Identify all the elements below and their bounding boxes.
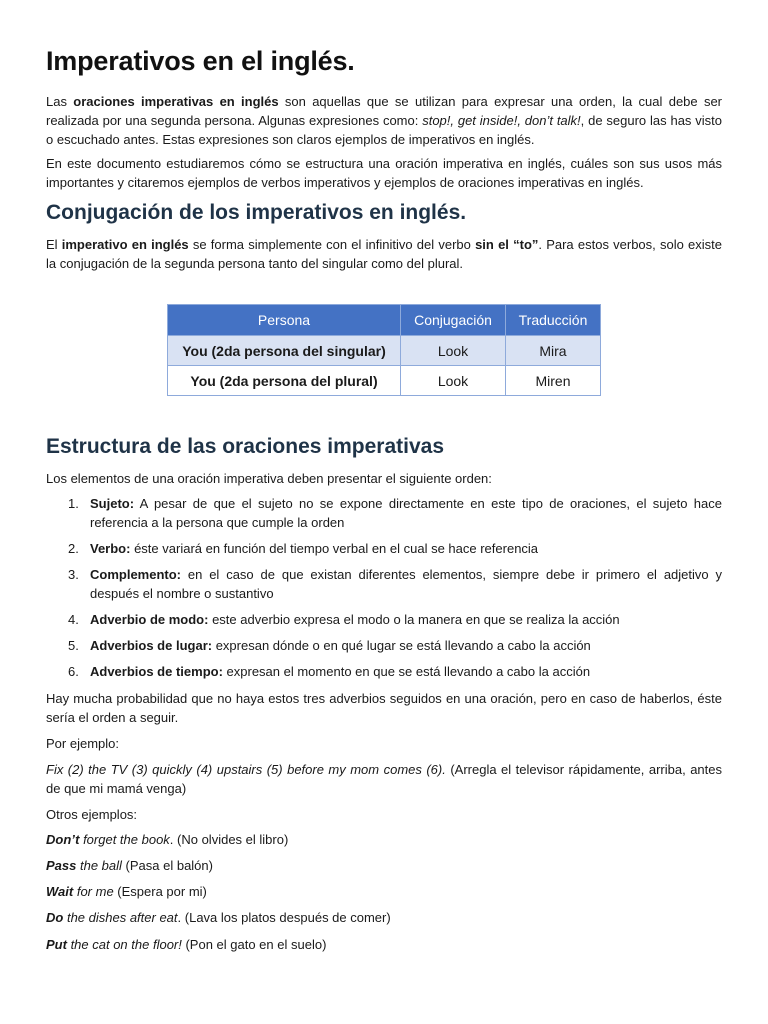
example-rest: the dishes after eat xyxy=(63,910,178,925)
list-item-label: Adverbios de lugar: xyxy=(90,638,213,653)
table-header-row xyxy=(168,305,601,336)
example-verb: Pass xyxy=(46,858,77,873)
table-header-cell: Persona xyxy=(168,305,401,336)
italic-run: stop!, get inside!, don’t talk! xyxy=(422,113,581,128)
list-item-label: Sujeto: xyxy=(90,496,135,511)
example-sentence xyxy=(46,760,722,798)
table-header-cell: Traducción xyxy=(506,305,601,336)
text-run: son aquellas que se utilizan para expresar una orden, la cual debe ser realizada por una segunda persona. Algunas expresiones como: xyxy=(46,94,723,128)
bold-run: oraciones imperativas en inglés xyxy=(73,94,279,109)
list-item xyxy=(46,565,722,603)
list-item xyxy=(46,636,722,655)
list-item xyxy=(46,494,722,532)
list-item-text: expresan el momento en que se está llevando a cabo la acción xyxy=(222,664,591,679)
other-example xyxy=(46,830,722,849)
other-example xyxy=(46,908,722,927)
list-number: 5. xyxy=(68,638,79,653)
example-verb: Wait xyxy=(46,884,74,899)
italic-run: Fix (2) the TV (3) quickly (4) upstairs (5) before my mom comes (6). xyxy=(46,762,446,777)
example-translation: (Espera por mi) xyxy=(113,884,207,899)
others-label: Otros ejemplos: xyxy=(46,807,138,822)
table-row xyxy=(168,336,601,366)
table-cell: Miren xyxy=(506,366,601,396)
intro-paragraph-2: En este documento estudiaremos cómo se estructura una oración imperativa en inglés, cuáles son sus usos más importantes y citaremos ejemplos de verbos imperativos y ejemplos de oraciones imperativas en inglés. xyxy=(46,156,722,190)
bold-run: sin el “to” xyxy=(475,237,539,252)
example-label: Por ejemplo: xyxy=(46,736,119,751)
list-number: 4. xyxy=(68,612,79,627)
after-list-paragraph: Hay mucha probabilidad que no haya estos tres adverbios seguidos en una oración, pero en caso de haberlos, éste sería el orden a seguir. xyxy=(46,691,722,725)
section-heading-conjugacion: Conjugación de los imperativos en inglés. xyxy=(46,201,467,224)
list-item xyxy=(46,662,722,681)
list-item-label: Adverbio de modo: xyxy=(90,612,209,627)
conjugacion-paragraph xyxy=(46,235,722,273)
table-header-cell: Conjugación xyxy=(401,305,506,336)
example-rest: forget the book xyxy=(79,832,170,847)
page-title: Imperativos en el inglés. xyxy=(46,46,355,76)
text-run: El xyxy=(46,237,62,252)
example-rest: the cat on the floor! xyxy=(66,937,182,952)
example-verb: Don’t xyxy=(46,832,80,847)
conjugation-table xyxy=(167,304,601,396)
other-example xyxy=(46,935,722,954)
structure-list xyxy=(46,494,722,681)
list-item-text: en el caso de que existan diferentes elementos, siempre debe ir primero el adjetivo y después el nombre o sustantivo xyxy=(90,567,722,601)
text-run: Las xyxy=(46,94,74,109)
text-run: , de seguro las has visto o escuchado antes. Estas expresiones son claros ejemplos de imperativos en inglés. xyxy=(46,113,722,147)
table-cell: Look xyxy=(401,336,506,366)
example-verb: Do xyxy=(46,910,64,925)
example-rest: for me xyxy=(73,884,114,899)
intro-paragraph-1 xyxy=(46,92,722,149)
example-translation: . (Lava los platos después de comer) xyxy=(177,910,391,925)
text-run: se forma simplemente con el infinitivo del verbo xyxy=(188,237,476,252)
list-number: 1. xyxy=(68,496,79,511)
example-translation: . (No olvides el libro) xyxy=(169,832,289,847)
example-translation: (Pasa el balón) xyxy=(121,858,213,873)
table-row xyxy=(168,366,601,396)
list-item-text: expresan dónde o en qué lugar se está llevando a cabo la acción xyxy=(212,638,591,653)
example-rest: the ball xyxy=(76,858,122,873)
list-number: 2. xyxy=(68,541,79,556)
list-item-text: este adverbio expresa el modo o la manera en que se realiza la acción xyxy=(208,612,620,627)
list-number: 6. xyxy=(68,664,79,679)
list-item xyxy=(46,539,722,558)
table-cell: Mira xyxy=(506,336,601,366)
list-item-label: Adverbios de tiempo: xyxy=(90,664,223,679)
section-heading-estructura: Estructura de las oraciones imperativas xyxy=(46,435,445,458)
other-example xyxy=(46,856,722,875)
other-example xyxy=(46,882,722,901)
estructura-lead: Los elementos de una oración imperativa deben presentar el siguiente orden: xyxy=(46,471,492,486)
list-item-text: A pesar de que el sujeto no se expone directamente en este tipo de oraciones, el sujeto hace referencia a la persona que cumple la orden xyxy=(90,496,722,530)
text-run: . Para estos verbos, solo existe la conjugación de la segunda persona tanto del singular como del plural. xyxy=(46,237,722,271)
list-item-text: éste variará en función del tiempo verbal en el cual se hace referencia xyxy=(130,541,539,556)
list-item xyxy=(46,610,722,629)
example-translation: (Pon el gato en el suelo) xyxy=(181,937,327,952)
example-verb: Put xyxy=(46,937,67,952)
text-run: (Arregla el televisor rápidamente, arriba, antes de que mi mamá venga) xyxy=(46,762,722,796)
list-item-label: Verbo: xyxy=(90,541,131,556)
list-item-label: Complemento: xyxy=(90,567,181,582)
table-cell: You (2da persona del singular) xyxy=(168,336,401,366)
table-cell: You (2da persona del plural) xyxy=(168,366,401,396)
list-number: 3. xyxy=(68,567,79,582)
bold-run: imperativo en inglés xyxy=(61,237,189,252)
table-cell: Look xyxy=(401,366,506,396)
